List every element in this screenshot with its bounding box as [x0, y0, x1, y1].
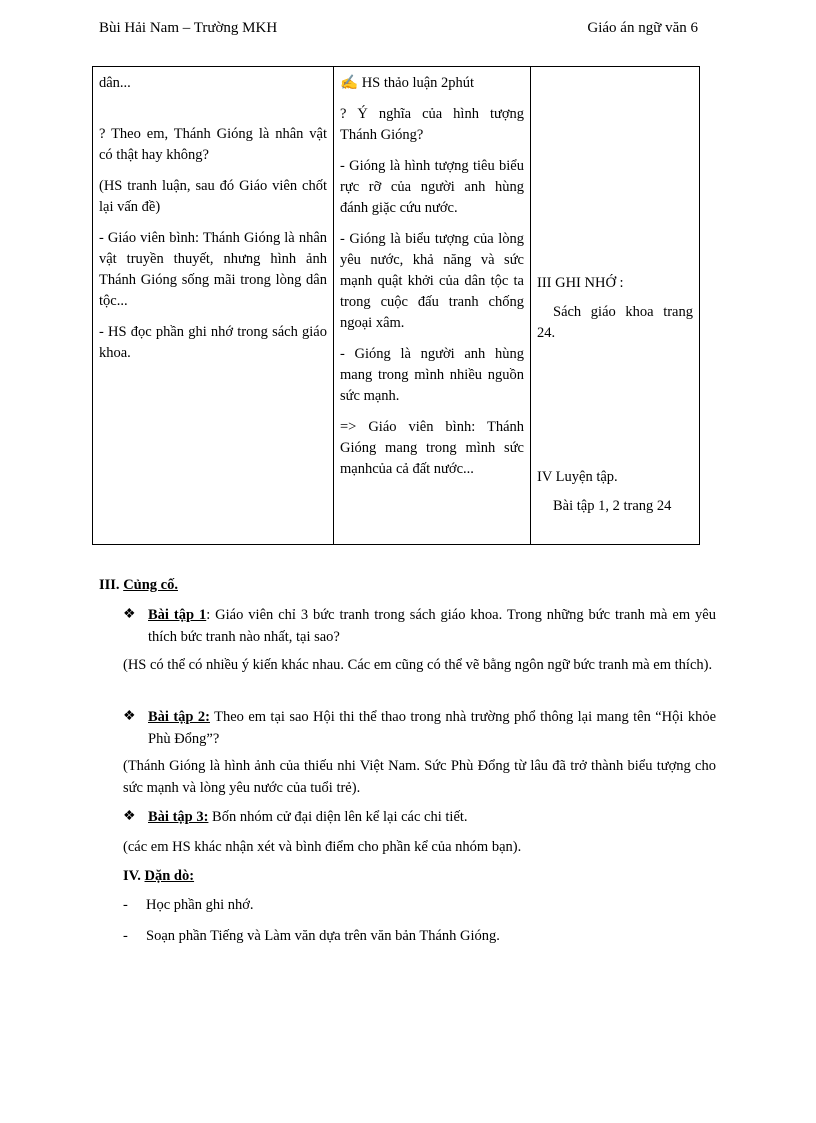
bai-tap-1-line — [99, 604, 716, 648]
bai-tap-1-label: Bài tập 1 — [148, 607, 207, 623]
bai-tap-3-label: Bài tập 3: — [148, 809, 209, 825]
col1-line: - Giáo viên bình: Thánh Gióng là nhân vật truyền thuyết, nhưng hình ảnh Thánh Gióng sống mãi trong lòng dân tộc... — [99, 230, 327, 309]
col2-line: - Gióng là hình tượng tiêu biểu rực rỡ của người anh hùng đánh giặc cứu nước. — [340, 158, 524, 216]
bai-tap-2-note: (Thánh Gióng là hình ảnh của thiếu nhi Việt Nam. Sức Phù Đổng từ lâu đã trở thành biểu tượng cho sức mạnh và lòng yêu nước của tuổi trẻ). — [123, 758, 716, 796]
bai-tap-2-line — [99, 706, 716, 750]
dash-bullet: - — [123, 928, 128, 944]
teacher-activity-cell — [93, 67, 334, 545]
content-cell — [531, 67, 700, 545]
luyen-tap-text: Bài tập 1, 2 trang 24 — [553, 498, 672, 514]
cung-co-number: III. — [99, 577, 120, 593]
bai-tap-1-note: (HS có thể có nhiều ý kiến khác nhau. Các em cũng có thể vẽ bằng ngôn ngữ bức tranh mà em thích). — [123, 657, 713, 673]
dan-do-title: Dặn dò: — [144, 868, 195, 884]
diamond-bullet-icon: ❖ — [123, 709, 136, 724]
col1-line: - HS đọc phần ghi nhớ trong sách giáo khoa. — [99, 324, 327, 361]
col2-first-text: HS thảo luận 2phút — [361, 75, 475, 91]
dan-do-number: IV. — [123, 868, 141, 884]
bai-tap-3-note: (các em HS khác nhận xét và bình điểm cho phần kể của nhóm bạn). — [123, 839, 522, 855]
dan-do-heading — [99, 865, 716, 887]
bai-tap-3-text: Bốn nhóm cử đại diện lên kể lại các chi tiết. — [208, 809, 468, 825]
col2-line: - Gióng là biểu tượng của lòng yêu nước, khả năng và sức mạnh quật khởi của dân tộc ta trong cuộc đấu tranh chống ngoại xâm. — [340, 231, 524, 331]
col2-line: - Gióng là người anh hùng mang trong mình nhiều nguồn sức mạnh. — [340, 346, 524, 404]
ghi-nho-text: Sách giáo khoa trang 24. — [537, 304, 693, 341]
col1-line: dân... — [99, 75, 131, 91]
bai-tap-1 — [99, 604, 716, 648]
cung-co-title: Củng cố. — [123, 577, 178, 593]
luyen-tap-title: IV Luyện tập. — [537, 469, 618, 485]
cung-co-section — [99, 574, 716, 596]
header-author: Bùi Hải Nam – Trường MKH — [99, 20, 278, 36]
dan-do-item-1 — [99, 894, 716, 916]
bai-tap-3 — [99, 806, 716, 828]
col2-line: ? Ý nghĩa của hình tượng Thánh Gióng? — [340, 106, 524, 143]
bai-tap-1-text: : Giáo viên chỉ 3 bức tranh trong sách giáo khoa. Trong những bức tranh mà em yêu thích bức tranh nào nhất, tại sao? — [148, 607, 716, 645]
list-item — [99, 925, 716, 947]
bai-tap-2-label: Bài tập 2: — [148, 709, 210, 725]
writing-hand-icon: ✍ — [340, 75, 359, 91]
dash-bullet: - — [123, 897, 128, 913]
diamond-bullet-icon: ❖ — [123, 809, 136, 824]
bai-tap-2 — [99, 706, 716, 750]
col2-line: => Giáo viên bình: Thánh Gióng mang trong mình sức mạnhcủa cả đất nước... — [340, 419, 524, 477]
ghi-nho-title: III GHI NHỚ : — [537, 275, 624, 291]
col2-first-line — [340, 73, 524, 94]
diamond-bullet-icon: ❖ — [123, 607, 136, 622]
lesson-table — [92, 66, 700, 545]
bai-tap-3-line — [99, 806, 716, 828]
list-item — [99, 894, 716, 916]
bai-tap-3-note-block — [99, 836, 716, 858]
dan-do-item-text: Học phần ghi nhớ. — [146, 897, 254, 913]
student-activity-cell — [334, 67, 531, 545]
col1-line: ? Theo em, Thánh Gióng là nhân vật có thật hay không? — [99, 126, 327, 163]
bai-tap-1-note-block — [99, 654, 716, 676]
bai-tap-2-text: Theo em tại sao Hội thi thể thao trong nhà trường phổ thông lại mang tên “Hội khỏe Phù Đổng”? — [148, 709, 716, 747]
dan-do-item-text: Soạn phần Tiếng và Làm văn dựa trên văn bản Thánh Gióng. — [146, 928, 500, 944]
bai-tap-2-note-block — [99, 755, 716, 799]
header-subject: Giáo án ngữ văn 6 — [587, 20, 698, 36]
cung-co-heading — [99, 574, 716, 596]
col1-line: (HS tranh luận, sau đó Giáo viên chốt lại vấn đề) — [99, 178, 327, 215]
dan-do-item-2 — [99, 925, 716, 947]
dan-do-section — [99, 865, 716, 887]
